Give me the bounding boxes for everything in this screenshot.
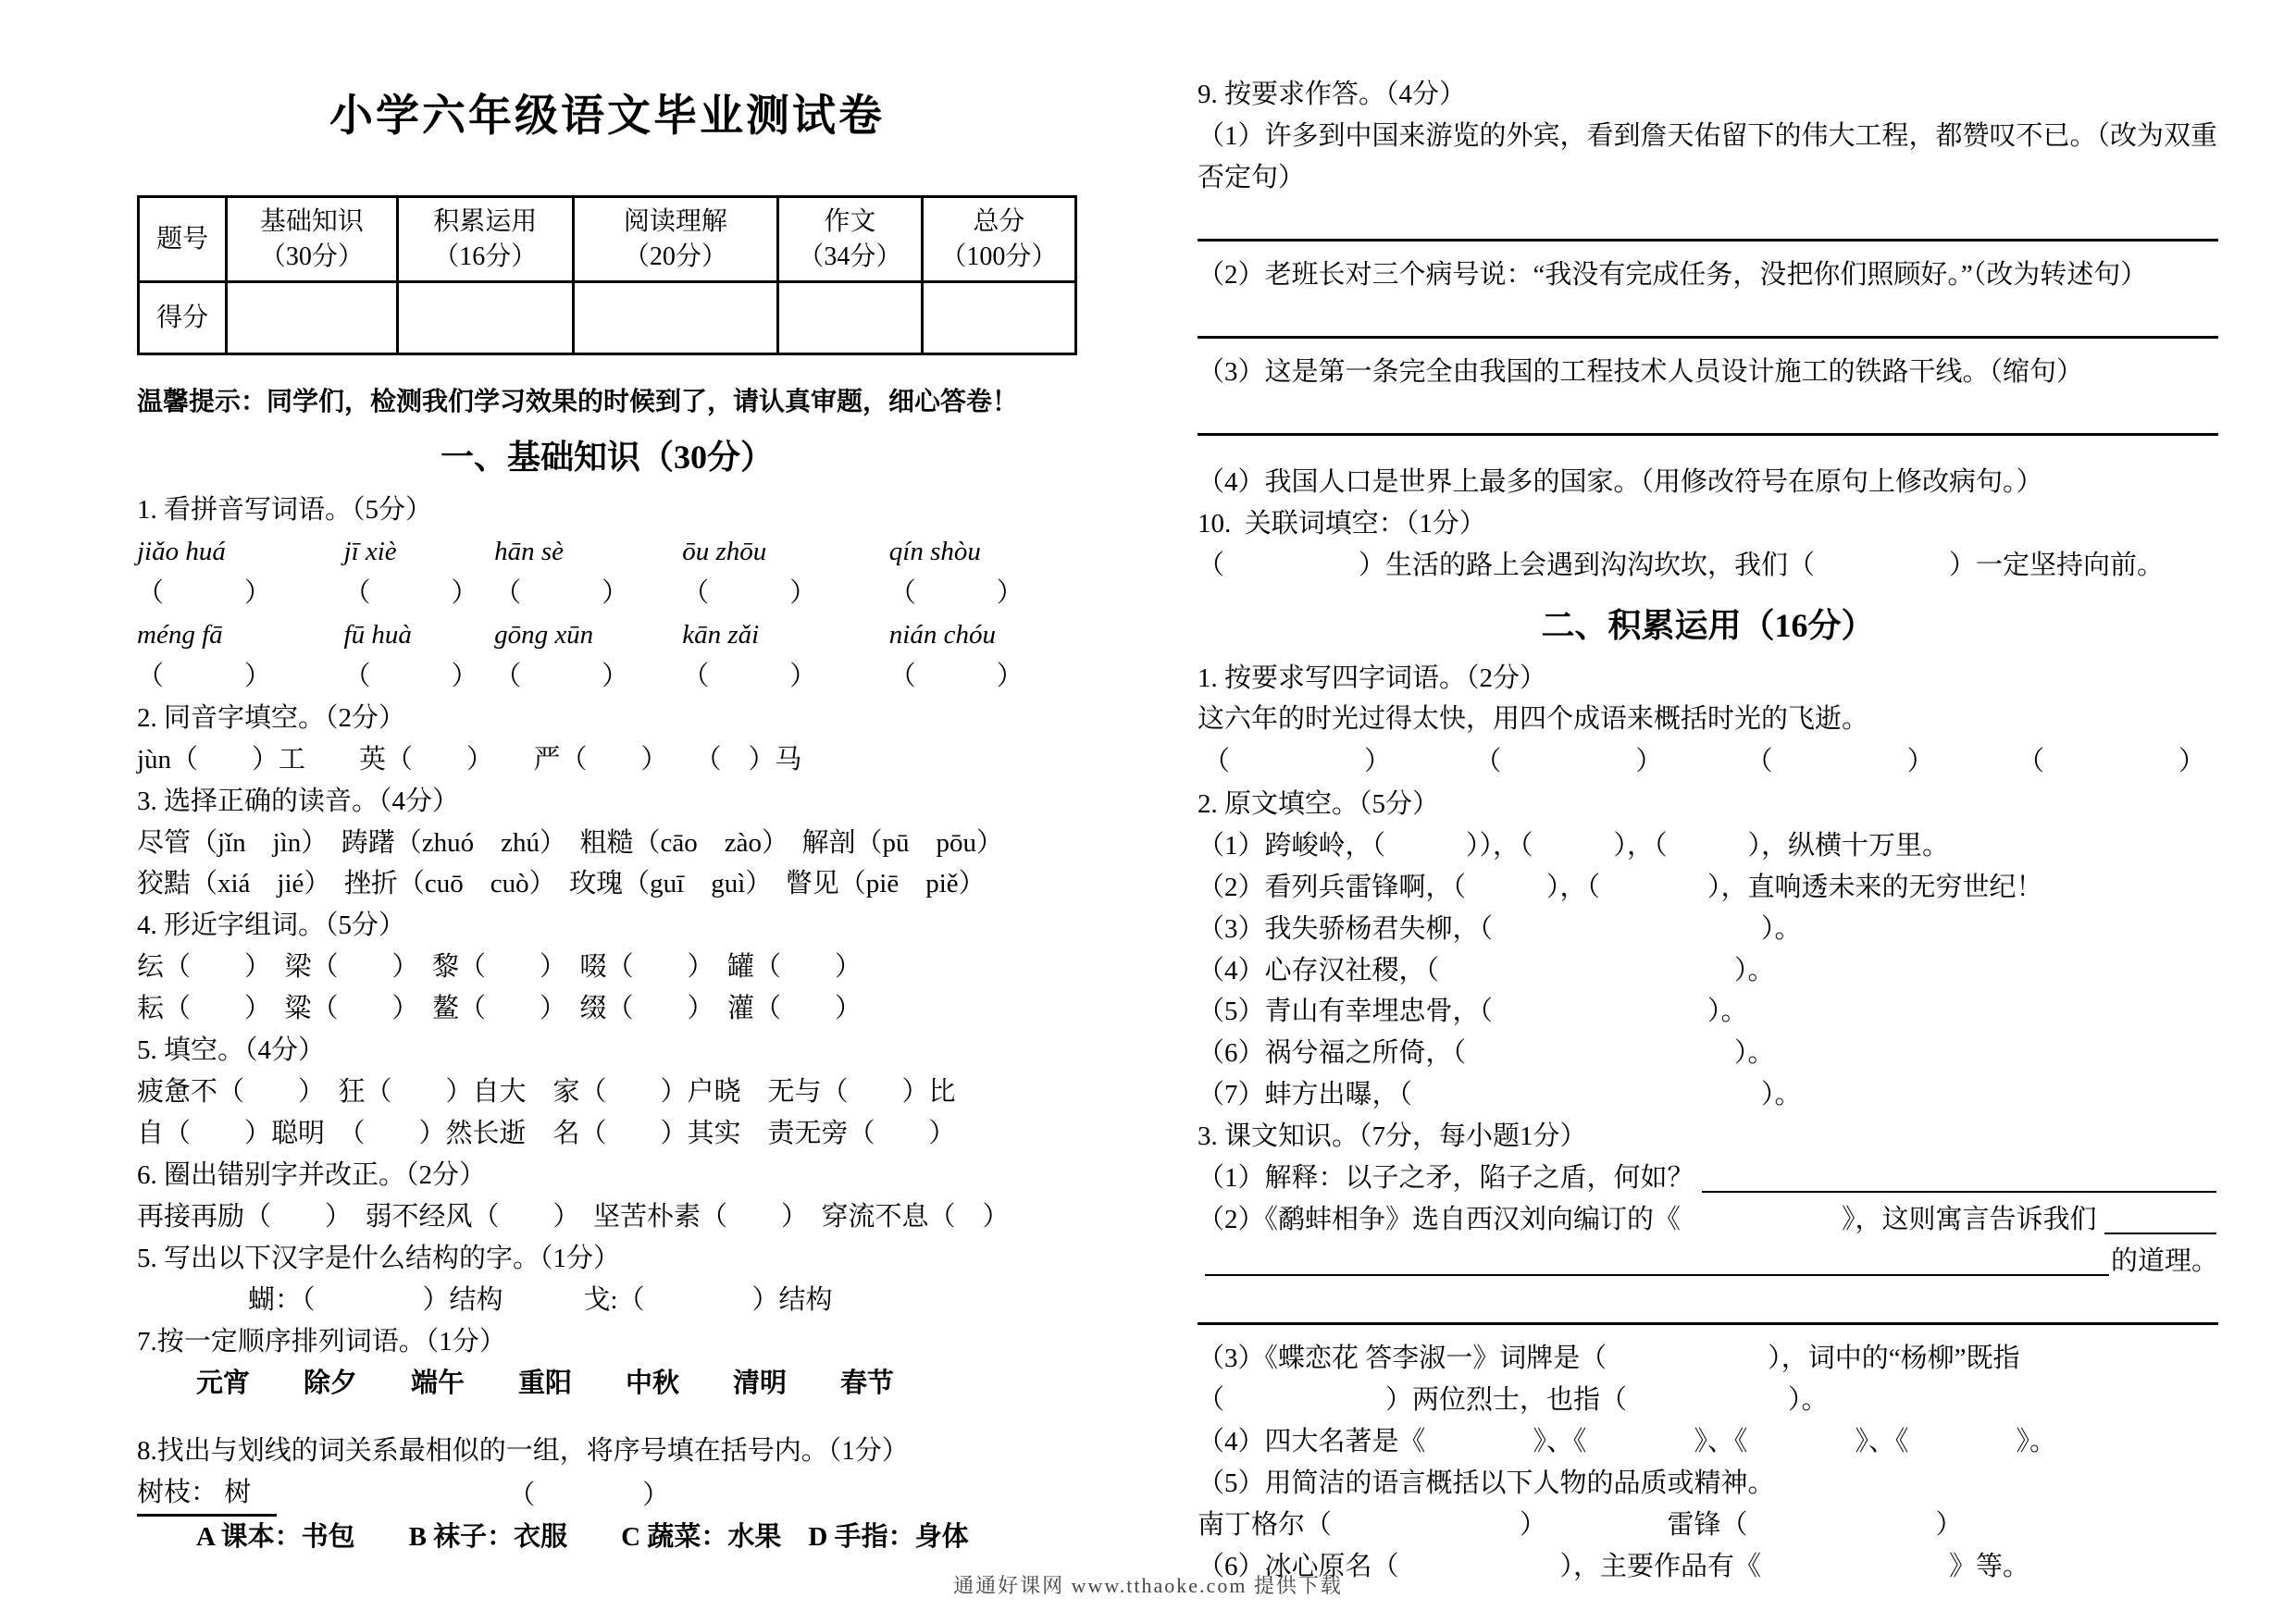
answer-line bbox=[1198, 199, 2218, 242]
q10-line: （ ）生活的路上会遇到沟沟坎坎，我们（ ）一定坚持向前。 bbox=[1198, 550, 2165, 580]
q2-label: 2. 同音字填空。（2分） bbox=[137, 702, 406, 733]
score-cell-composition bbox=[777, 282, 922, 354]
q5-line-2: 自（ ）聪明 （ ）然长逝 名（ ）其实 责无旁（ ） bbox=[137, 1119, 956, 1149]
answer-underline bbox=[1205, 1274, 2109, 1276]
right-column bbox=[1198, 74, 2218, 1588]
score-col-points: （100分） bbox=[940, 242, 1058, 271]
s2-q1-label: 1. 按要求写四字词语。（2分） bbox=[1198, 663, 1547, 693]
q4-label: 4. 形近字组词。（5分） bbox=[137, 911, 406, 941]
q8-label: 8.找出与划线的词关系最相似的一组，将序号填在括号内。（1分） bbox=[137, 1435, 909, 1466]
exam-notice: 温馨提示：同学们，检测我们学习效果的时候到了，请认真审题，细心答卷！ bbox=[137, 388, 1019, 416]
q5-label: 5. 填空。（4分） bbox=[137, 1035, 326, 1066]
q8-stem-line bbox=[137, 1472, 1077, 1517]
q6-line: 再接再励（ ） 弱不经风（ ） 坚苦朴素（ ） 穿流不息（ ） bbox=[137, 1201, 1010, 1232]
q1-pinyin-row-2 bbox=[137, 614, 1077, 656]
q7-word-list: 元宵 除夕 端午 重阳 中秋 清明 春节 bbox=[196, 1368, 895, 1398]
q2-line: jùn（ ）工 英（ ） 严（ ） （ ）马 bbox=[137, 744, 802, 774]
score-col-reading bbox=[574, 197, 778, 282]
s2-q2-item-7: （7）蚌方出曝，（ ）。 bbox=[1198, 1080, 1802, 1110]
q3-line-2: 狡黠（xiá jié） 挫折（cuō cuò） 玫瑰（guī guì） 瞥见（piē piě） bbox=[137, 869, 986, 899]
s2-q2-label: 2. 原文填空。（5分） bbox=[1198, 788, 1440, 819]
q9-item-2: （2）老班长对三个病号说：“我没有完成任务，没把你们照顾好。”（改为转述句） bbox=[1198, 259, 2148, 290]
score-col-name: 总分 bbox=[973, 206, 1025, 236]
answer-blank: （ ） bbox=[343, 661, 478, 691]
pinyin-word: gōng xūn bbox=[494, 619, 594, 650]
q5-line-1: 疲惫不（ ） 狂（ ）自大 家（ ）户晓 无与（ ）比 bbox=[137, 1077, 956, 1108]
q1-answer-row-2 bbox=[137, 656, 1077, 698]
score-cell-basics bbox=[227, 282, 397, 354]
answer-blank: （ ） bbox=[1474, 747, 1663, 777]
pinyin-word: hān sè bbox=[494, 536, 564, 566]
score-col-composition bbox=[777, 197, 922, 282]
section1-heading: 一、基础知识（30分） bbox=[440, 439, 774, 476]
answer-line bbox=[1198, 393, 2218, 436]
score-col-name: 基础知识 bbox=[259, 206, 364, 236]
s2-q3-item-1-text: （1）解释：以子之矛，陷子之盾，何如？ bbox=[1198, 1163, 1694, 1194]
score-col-name: 阅读理解 bbox=[623, 206, 727, 236]
score-col-basics bbox=[227, 197, 397, 282]
answer-underline bbox=[2104, 1233, 2216, 1234]
score-col-points: （34分） bbox=[798, 242, 902, 271]
score-col-name: 作文 bbox=[824, 206, 876, 236]
s2-q2-item-3: （3）我失骄杨君失柳，（ ）。 bbox=[1198, 913, 1802, 944]
s2-q3-item-2-tail: 的道理。 bbox=[2110, 1246, 2218, 1277]
answer-blank: （ ） bbox=[343, 577, 478, 608]
q9-label: 9. 按要求作答。（4分） bbox=[1198, 80, 1467, 109]
s2-q2-item-2: （2）看列兵雷锋啊，（ ），（ ），直响透未来的无穷世纪！ bbox=[1198, 872, 2043, 902]
q1-label: 1. 看拼音写词语。（5分） bbox=[137, 495, 433, 525]
pinyin-word: fū huà bbox=[343, 619, 412, 650]
answer-blank: （ ） bbox=[1745, 747, 1934, 777]
answer-line bbox=[1198, 1282, 2218, 1325]
q10-label: 10. 关联词填空：（1分） bbox=[1198, 508, 1486, 539]
score-cell-accumulation bbox=[397, 282, 573, 354]
s2-q2-item-5: （5）青山有幸埋忠骨，（ ）。 bbox=[1198, 997, 1748, 1027]
s2-q3-item-2-text: （2）《鹬蚌相争》选自西汉刘向编订的《 》，这则寓言告诉我们 bbox=[1198, 1205, 2097, 1235]
s2-q2-item-1: （1）跨峻岭，（ ）），（ ），（ ），纵横十万里。 bbox=[1198, 830, 1950, 861]
column-gap bbox=[1077, 74, 1198, 1588]
score-col-total bbox=[922, 197, 1075, 282]
answer-blank: （ ） bbox=[682, 661, 817, 691]
s2-q3-label: 3. 课文知识。（7分，每小题1分） bbox=[1198, 1121, 1587, 1152]
answer-blank: （ ） bbox=[494, 661, 629, 691]
q8-stem-underlined: 树枝： 树 bbox=[137, 1472, 277, 1517]
answer-blank: （ ） bbox=[2017, 747, 2205, 777]
s2-q3-item-3a: （3）《蝶恋花 答李淑一》词牌是（ ），词中的“杨柳”既指 bbox=[1198, 1344, 2020, 1374]
q5b-line: 蝴：（ ）结构 戈:（ ）结构 bbox=[248, 1284, 833, 1315]
score-table-score-row bbox=[139, 282, 1076, 354]
score-row-label: 得分 bbox=[139, 282, 227, 354]
answer-underline bbox=[1702, 1191, 2216, 1193]
pinyin-word: kān zǎi bbox=[682, 619, 760, 650]
pinyin-word: ōu zhōu bbox=[682, 536, 767, 566]
q9-item-4: （4）我国人口是世界上最多的国家。（用修改符号在原句上修改病句。） bbox=[1198, 466, 2043, 497]
answer-blank: （ ） bbox=[888, 661, 1024, 691]
q3-label: 3. 选择正确的读音。（4分） bbox=[137, 786, 460, 816]
answer-blank: （ ） bbox=[1203, 747, 1392, 777]
s2-q3-item-3b: （ ）两位烈士，也指（ ）。 bbox=[1198, 1384, 1829, 1415]
section2-heading: 二、积累运用（16分） bbox=[1541, 606, 1875, 644]
s2-q3-item-5: （5）用简洁的语言概括以下人物的品质或精神。 bbox=[1198, 1468, 1775, 1498]
score-cell-reading bbox=[574, 282, 778, 354]
answer-blank: （ ） bbox=[137, 661, 272, 691]
q9-item-3: （3）这是第一条完全由我国的工程技术人员设计施工的铁路干线。（缩句） bbox=[1198, 356, 2084, 387]
page-title: 小学六年级语文毕业测试卷 bbox=[329, 93, 885, 141]
s2-q3-item-4: （4）四大名著是《 》、《 》、《 》、《 》。 bbox=[1198, 1426, 2057, 1456]
s2-q2-item-4: （4）心存汉社稷，（ ）。 bbox=[1198, 955, 1775, 985]
download-source-footer: 通通好课网 www.tthaoke.com 提供下载 bbox=[953, 1574, 1343, 1597]
score-table-corner: 题号 bbox=[139, 197, 227, 282]
score-col-points: （16分） bbox=[433, 242, 538, 271]
pinyin-word: jī xiè bbox=[343, 536, 397, 566]
s2-q3-item-1 bbox=[1198, 1158, 2218, 1199]
answer-blank: （ ） bbox=[888, 577, 1024, 608]
q4-line-1: 纭（ ） 梁（ ） 黎（ ） 啜（ ） 罐（ ） bbox=[137, 952, 863, 983]
answer-blank: （ ） bbox=[494, 577, 629, 608]
answer-blank: （ ） bbox=[682, 577, 817, 608]
answer-blank: （ ） bbox=[137, 577, 272, 608]
score-col-name: 积累运用 bbox=[433, 206, 538, 236]
pinyin-word: qín shòu bbox=[888, 536, 981, 566]
score-col-accumulation bbox=[397, 197, 573, 282]
s2-q3-item-6: （6）冰心原名（ ），主要作品有《 》等。 bbox=[1198, 1551, 2030, 1581]
q6-label: 6. 圈出错别字并改正。（2分） bbox=[137, 1160, 487, 1190]
q4-line-2: 耘（ ） 粱（ ） 鳌（ ） 缀（ ） 灌（ ） bbox=[137, 994, 863, 1024]
score-cell-total bbox=[922, 282, 1075, 354]
pinyin-word: jiǎo huá bbox=[137, 536, 226, 566]
s2-q3-item-5-names: 南丁格尔（ ） 雷锋（ ） bbox=[1198, 1509, 1963, 1540]
s2-q1-answer-row bbox=[1198, 740, 2218, 783]
s2-q1-intro: 这六年的时光过得太快，用四个成语来概括时光的飞逝。 bbox=[1198, 704, 1869, 735]
q8-answer-blank: （ ） bbox=[508, 1480, 670, 1510]
q8-options: A 课本：书包 B 袜子：衣服 C 蔬菜：水果 D 手指：身体 bbox=[196, 1521, 969, 1552]
pinyin-word: nián chóu bbox=[888, 619, 996, 650]
q5b-label: 5. 写出以下汉字是什么结构的字。（1分） bbox=[137, 1243, 621, 1273]
q3-line-1: 尽管（jǐn jìn） 踌躇（zhuó zhú） 粗糙（cāo zào） 解剖（pū pōu） bbox=[137, 827, 1003, 858]
s2-q3-item-2 bbox=[1198, 1199, 2218, 1241]
q9-item-1: （1）许多到中国来游览的外宾，看到詹天佑留下的伟大工程，都赞叹不已。（改为双重否定句） bbox=[1198, 120, 2218, 192]
score-table-header-row bbox=[139, 197, 1076, 282]
q1-pinyin-row-1 bbox=[137, 531, 1077, 573]
q7-label: 7.按一定顺序排列词语。（1分） bbox=[137, 1326, 506, 1357]
score-table bbox=[137, 195, 1077, 355]
pinyin-word: méng fā bbox=[137, 619, 223, 650]
s2-q3-item-2-continued bbox=[1198, 1241, 2218, 1282]
q1-answer-row-1 bbox=[137, 573, 1077, 614]
s2-q2-item-6: （6）祸兮福之所倚，（ ）。 bbox=[1198, 1038, 1775, 1069]
two-column-layout bbox=[137, 74, 2218, 1588]
left-column bbox=[137, 74, 1077, 1588]
score-col-points: （30分） bbox=[259, 242, 364, 271]
score-col-points: （20分） bbox=[623, 242, 727, 271]
answer-line bbox=[1198, 296, 2218, 339]
